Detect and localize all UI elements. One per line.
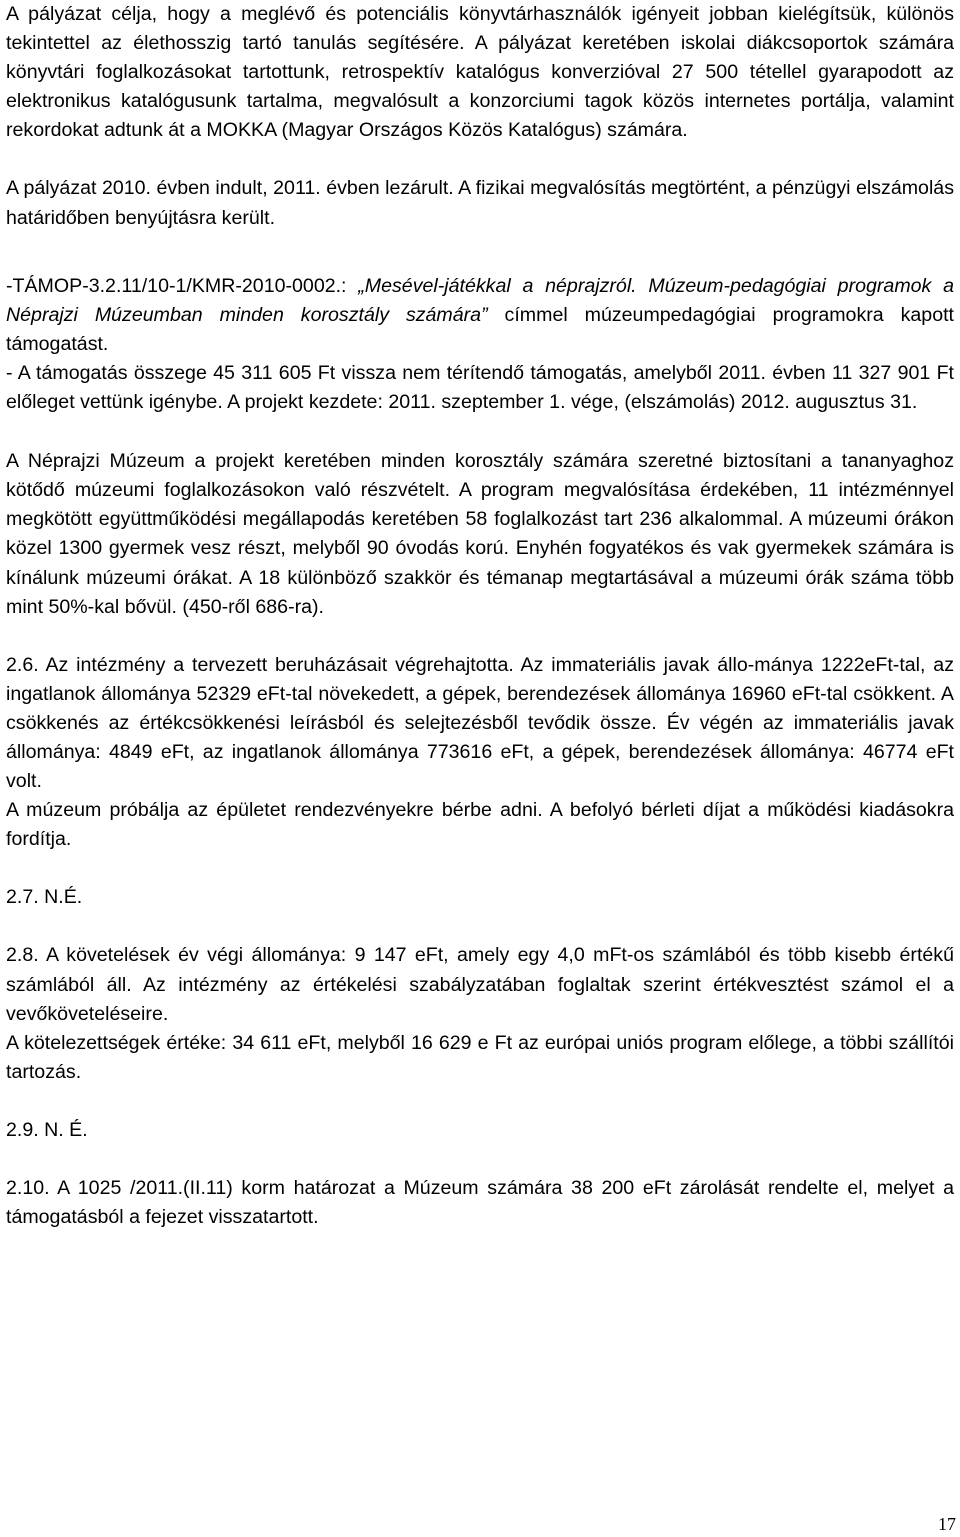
spacer xyxy=(6,912,954,941)
spacer xyxy=(6,854,954,883)
paragraph-section-2-7: 2.7. N.É. xyxy=(6,886,83,909)
spacer xyxy=(6,233,954,272)
spacer xyxy=(6,417,954,447)
paragraph-section-2-10: 2.10. A 1025 /2011.(II.11) korm határozat a Múzeum számára 38 200 eFt zárolását rendelte el, melyet a támogatásból a fejezet visszatartott. xyxy=(6,1177,954,1229)
paragraph-section-2-6: 2.6. Az intézmény a tervezett beruházásait végrehajtotta. Az immateriális javak állo-mánya 1222eFt-tal, az ingatlanok állománya 52329 eFt-tal növekedett, a gépek, berendezések állománya 16960 eFt-tal csökkent. A csökkenés az értékcsökkenési leírásból és selejtezésből tevődik össze. Év végén az immateriális javak állománya: 4849 eFt, az ingatlanok állománya 773616 eFt, a gépek, berendezések állománya: 46774 eFt volt. xyxy=(6,653,954,793)
spacer xyxy=(6,145,954,174)
spacer xyxy=(6,622,954,651)
grant-title: „Mesével-játékkal a néprajzról. Múzeum-pedagógiai programok a Néprajzi Múzeumban minden korosztály számára” xyxy=(6,274,954,326)
paragraph-museum-program: A Néprajzi Múzeum a projekt keretében minden korosztály számára szeretné biztosítani a tananyaghoz kötődő múzeumi foglalkozásokon való részvételt. A program megvalósítása érdekében, 11 intézménnyel megkötött együttműködési megállapodás keretében 58 foglalkozást tart 236 alkalommal. A múzeumi órákon közel 1300 gyermek vesz részt, melyből 90 óvodás korú. Enyhén fogyatékos és vak gyermekek számára is kínálunk múzeumi órákat. A 18 különböző szakkör és témanap megtartásával a múzeumi órák száma több mint 50%-kal bővül. (450-ről 686-ra). xyxy=(6,450,954,618)
spacer xyxy=(6,1087,954,1116)
spacer xyxy=(6,1145,954,1174)
paragraph-section-2-8: 2.8. A követelések év végi állománya: 9 147 eFt, amely egy 4,0 mFt-os számlából és több kisebb értékű számlából áll. Az intézmény az értékelési szabályzatában foglaltak szerint értékvesztést számol el a vevőköveteléseire. xyxy=(6,944,954,1025)
paragraph-project-dates: A pályázat 2010. évben indult, 2011. évben lezárult. A fizikai megvalósítás megtörtént, a pénzügyi elszámolás határidőben benyújtásra került. xyxy=(6,177,954,229)
grant-id: -TÁMOP-3.2.11/10-1/KMR-2010-0002.: xyxy=(6,274,359,297)
page-number: 17 xyxy=(938,1514,956,1534)
paragraph-library-project: A pályázat célja, hogy a meglévő és potenciális könyvtárhasználók igényeit jobban kielégítsük, különös tekintettel az élethosszig tartó tanulás segítésére. A pályázat keretében iskolai diákcsoportok számára könyvtári foglalkozásokat tartottunk, retrospektív katalógus konverzióval 27 500 tétellel gyarapodott az elektronikus katalógusunk tartalma, megvalósult a konzorciumi tagok közös internetes portálja, valamint rekordokat adtunk át a MOKKA (Magyar Országos Közös Katalógus) számára. xyxy=(6,3,954,142)
paragraph-liabilities: A kötelezettségek értéke: 34 611 eFt, melyből 16 629 e Ft az európai uniós program előlege, a többi szállítói tartozás. xyxy=(6,1031,954,1083)
paragraph-grant-amount: - A támogatás összege 45 311 605 Ft vissza nem térítendő támogatás, amelyből 2011. évben 11 327 901 Ft előleget vettünk igénybe. A projekt kezdete: 2011. szeptember 1. vége, (elszámolás) 2012. augusztus 31. xyxy=(6,361,954,414)
grant-suffix: címmel múzeumpedagógiai programokra kapott támogatást. xyxy=(6,303,954,355)
paragraph-section-2-9: 2.9. N. É. xyxy=(6,1118,88,1141)
paragraph-tamop-grant xyxy=(6,272,954,359)
paragraph-building-rental: A múzeum próbálja az épületet rendezvényekre bérbe adni. A befolyó bérleti díjat a működési kiadásokra fordítja. xyxy=(6,799,954,851)
document-body xyxy=(6,0,954,1232)
